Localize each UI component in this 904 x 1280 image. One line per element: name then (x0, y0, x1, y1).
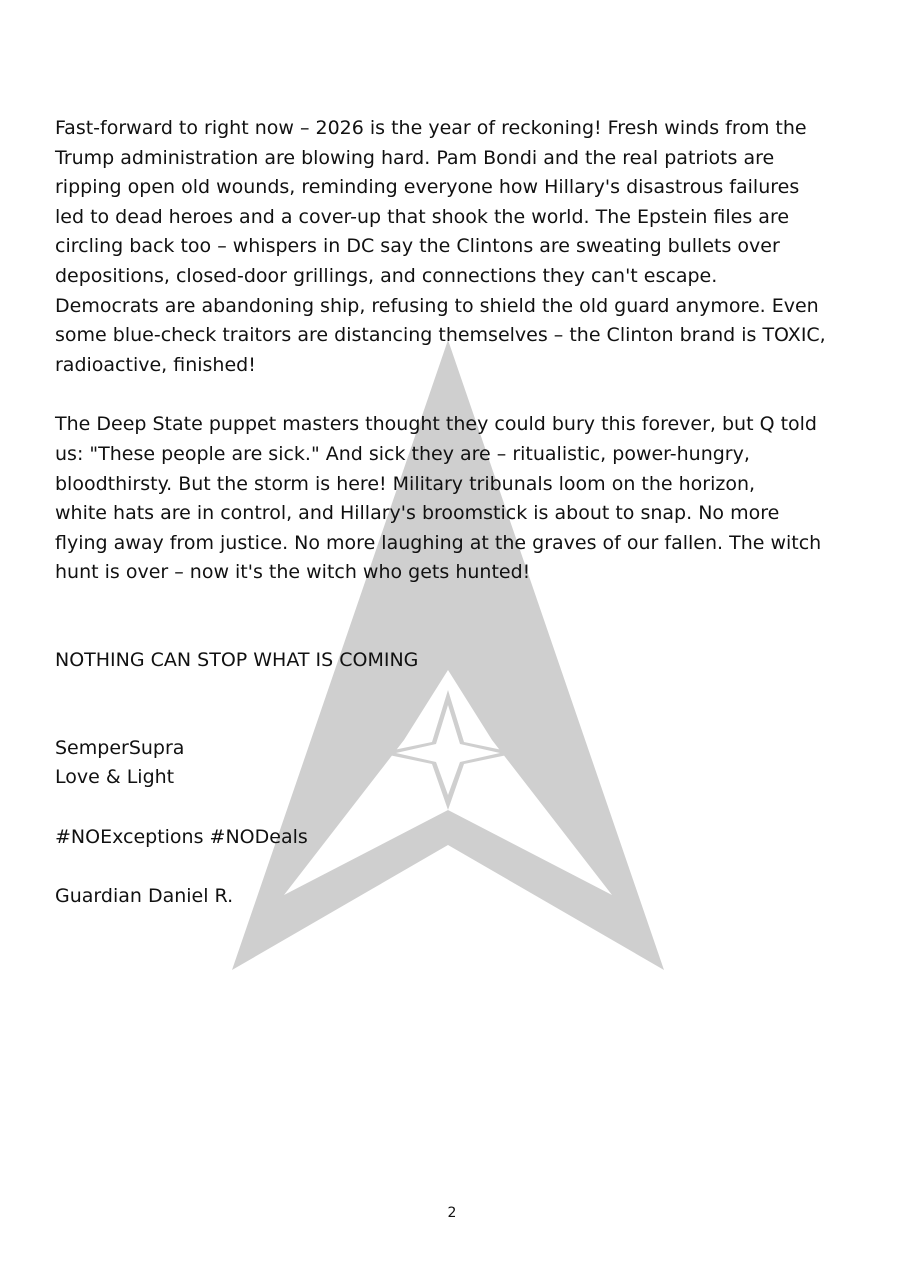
document-body (55, 114, 855, 912)
headline: NOTHING CAN STOP WHAT IS COMING (55, 648, 419, 671)
signoff-line-1: SemperSupra (55, 736, 185, 759)
paragraph-1: Fast-forward to right now – 2026 is the year of reckoning! Fresh winds from the Trump administration are blowing hard. Pam Bondi and the real patriots are ripping open old wounds, reminding everyone how Hillary's disastrous failures led to dead heroes and a cover-up that shook the world. The Epstein files are circling back too – whispers in DC say the Clintons are sweating bullets over depositions, closed-door grillings, and connections they can't escape. Democrats are abandoning ship, refusing to shield the old guard anymore. Even some blue-check traitors are distancing themselves – the Clinton brand is TOXIC, radioactive, finished! (55, 117, 826, 376)
signature: Guardian Daniel R. (55, 885, 234, 908)
paragraph-2: The Deep State puppet masters thought they could bury this forever, but Q told us: "These people are sick." And sick they are – ritualistic, power-hungry, bloodthirsty. But the storm is here! Military tribunals loom on the horizon, white hats are in control, and Hillary's broomstick is about to snap. No more flying away from justice. No more laughing at the graves of our fallen. The witch hunt is over – now it's the witch who gets hunted! (55, 413, 822, 584)
hashtags: #NOExceptions #NODeals (55, 825, 308, 848)
page-number: 2 (447, 1205, 457, 1221)
signoff-line-2: Love & Light (55, 766, 175, 789)
